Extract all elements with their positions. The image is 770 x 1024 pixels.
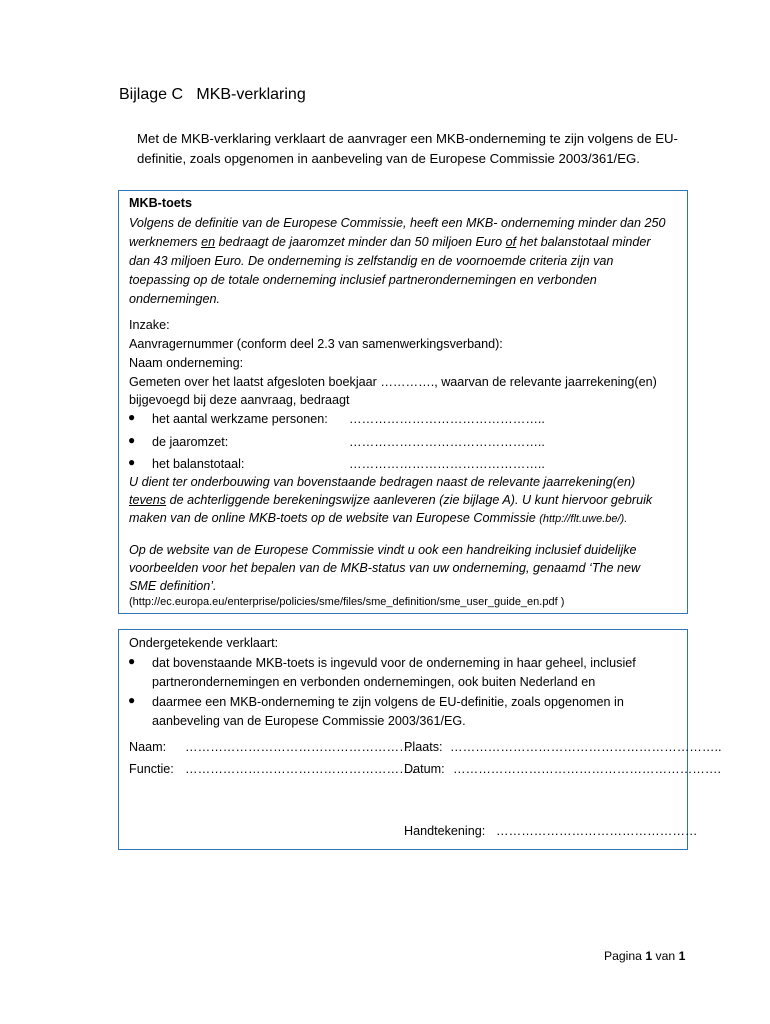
definition-line-2: werknemers en bedraagt de jaaromzet minder dan 50 miljoen Euro of het balanstotaal minder [129, 235, 651, 249]
statement-2-line-2: aanbeveling van de Europese Commissie 2003/361/EG. [152, 714, 466, 728]
plaats-label: Plaats: [404, 740, 443, 754]
website-line-1: Op de website van de Europese Commissie vindt u ook een handreiking inclusief duidelijke [129, 543, 637, 557]
onderbouwing-line-1: U dient ter onderbouwing van bovenstaande bedragen naast de relevante jaarrekening(en) [129, 475, 636, 489]
bullet-icon: ● [128, 455, 136, 469]
inzake-label: Inzake: [129, 318, 170, 332]
functie-field[interactable]: ………………………………………………. [185, 762, 416, 776]
website-line-2: voorbeelden voor het bepalen van de MKB-status van uw onderneming, genaamd ‘The new [129, 561, 641, 575]
bullet-icon: ● [128, 410, 136, 424]
statement-1-line-2: partnerondernemingen en verbonden ondernemingen, ook buiten Nederland en [152, 675, 596, 689]
statement-1-line-1: dat bovenstaande MKB-toets is ingevuld voor de onderneming in haar geheel, inclusief [152, 656, 636, 670]
definition-line-3: dan 43 miljoen Euro. De onderneming is zelfstandig en de voornoemde criteria zijn van [129, 254, 614, 268]
datum-label: Datum: [404, 762, 445, 776]
naam-label: Naam: [129, 740, 167, 754]
sme-guide-link[interactable]: (http://ec.europa.eu/enterprise/policies/sme/files/sme_definition/sme_user_guide_en.pdf ) [129, 596, 565, 608]
mkb-toets-link[interactable]: (http://flt.uwe.be/). [539, 513, 628, 525]
definition-line-4: toepassing op de totale onderneming inclusief partnerondernemingen en verbonden [129, 273, 597, 287]
item-jaaromzet-field[interactable]: ……………………………………….. [349, 435, 545, 449]
bullet-icon: ● [128, 433, 136, 447]
website-line-3: SME definition’. [129, 579, 217, 593]
definition-line-5: ondernemingen. [129, 292, 221, 306]
gemeten-line-1: Gemeten over het laatst afgesloten boekjaar …………., waarvan de relevante jaarrekening(en) [129, 375, 657, 389]
onderbouwing-line-3: maken van de online MKB-toets op de website van Europese Commissie (http://flt.uwe.be/). [129, 511, 628, 525]
statement-2-line-1: daarmee een MKB-onderneming te zijn volgens de EU-definitie, zoals opgenomen in [152, 695, 624, 709]
page-title: Bijlage C MKB-verklaring [119, 86, 306, 103]
plaats-field[interactable]: ……………………………………………………….. [450, 740, 722, 754]
item-balanstotaal-field[interactable]: ……………………………………….. [349, 457, 545, 471]
naam-field[interactable]: ………………………………………………. [185, 740, 416, 754]
verklaring-box [118, 629, 722, 850]
item-balanstotaal-label: het balanstotaal: [152, 457, 245, 471]
definition-line-1: Volgens de definitie van de Europese Commissie, heeft een MKB- onderneming minder dan 250 [129, 216, 666, 230]
item-personen-label: het aantal werkzame personen: [152, 412, 328, 426]
page-number: Pagina 1 van 1 [604, 949, 686, 963]
bullet-icon: ● [128, 693, 136, 707]
aanvragernummer-label: Aanvragernummer (conform deel 2.3 van samenwerkingsverband): [129, 337, 503, 351]
item-jaaromzet-label: de jaaromzet: [152, 435, 229, 449]
bullet-icon: ● [128, 654, 136, 668]
mkb-toets-heading: MKB-toets [129, 196, 192, 210]
handtekening-label: Handtekening: [404, 824, 486, 838]
functie-label: Functie: [129, 762, 174, 776]
verklaring-heading: Ondergetekende verklaart: [129, 636, 279, 650]
intro-paragraph: Met de MKB-verklaring verklaart de aanvrager een MKB-onderneming te zijn volgens de EU-definitie, zoals opgenomen in aanbeveling van de Europese Commissie 2003/361/EG. [137, 131, 678, 166]
mkb-toets-box [118, 190, 688, 614]
item-personen-field[interactable]: ……………………………………….. [349, 412, 545, 426]
datum-field[interactable]: ………………………………………………………. [453, 762, 721, 776]
handtekening-field[interactable]: ………………………………………… [496, 824, 698, 838]
onderbouwing-line-2: tevens de achterliggende berekeningswijze aanleveren (zie bijlage A). U kunt hiervoor gebruik [129, 493, 653, 507]
naam-onderneming-label: Naam onderneming: [129, 356, 244, 370]
gemeten-line-2: bijgevoegd bij deze aanvraag, bedraagt [129, 393, 350, 407]
